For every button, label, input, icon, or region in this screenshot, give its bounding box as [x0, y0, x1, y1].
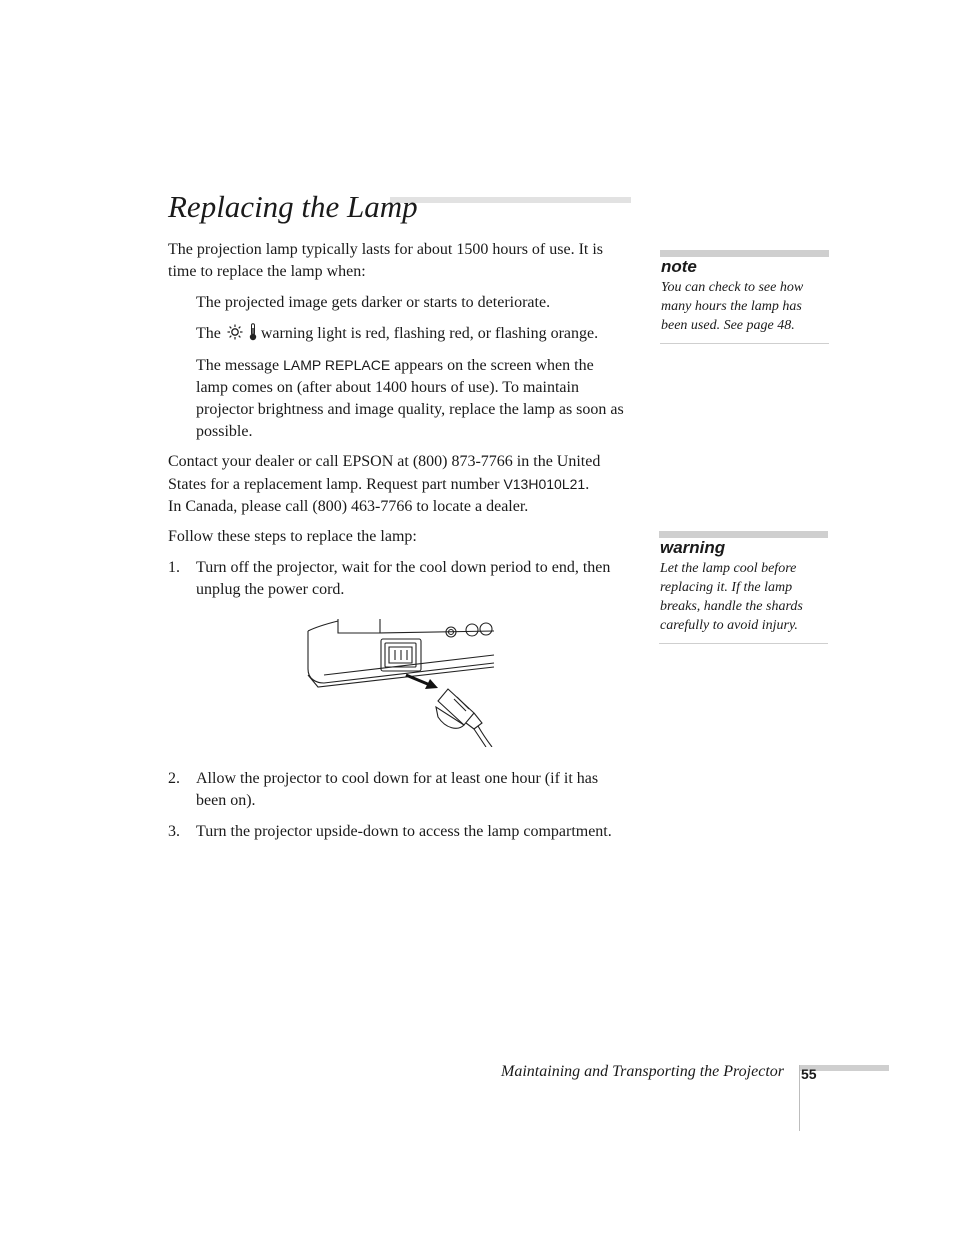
contact-period: . [585, 476, 590, 493]
step-number: 2. [168, 770, 180, 787]
intro-paragraph: The projection lamp typically lasts for about 1500 hours of use. It is time to replace the lamp when: [168, 241, 604, 280]
condition-warning-light-prefix: The [196, 325, 221, 342]
footer-section-title: Maintaining and Transporting the Projector [501, 1063, 784, 1080]
title-rule [390, 197, 631, 203]
step-text: Turn off the projector, wait for the cool down period to end, then unplug the power cord. [196, 559, 611, 598]
note-text: You can check to see how many hours the lamp has been used. See page 48. [661, 280, 804, 333]
condition-lamp-replace-message [196, 354, 628, 443]
condition-warning-light [196, 323, 636, 348]
note-heading: note [661, 257, 697, 276]
canada-contact: In Canada, please call (800) 463-7766 to locate a dealer. [168, 498, 529, 515]
warning-heading: warning [660, 538, 726, 557]
step-text: Allow the projector to cool down for at least one hour (if it has been on). [196, 770, 599, 809]
condition-message-prefix: The message [196, 357, 280, 374]
warning-text: Let the lamp cool before replacing it. If the lamp breaks, handle the shards carefully to avoid injury. [660, 561, 803, 633]
page-title: Replacing the Lamp [168, 189, 418, 224]
page-number: 55 [801, 1066, 817, 1082]
warning-rule [659, 643, 828, 644]
footer-vertical-rule [799, 1065, 800, 1131]
condition-warning-light-text: warning light is red, flashing red, or flashing orange. [260, 325, 599, 342]
lamp-replace-code: LAMP REPLACE [283, 357, 391, 373]
step-text: Turn the projector upside-down to access the lamp compartment. [196, 823, 612, 840]
lamp-warning-icon [227, 324, 245, 347]
step-2 [168, 768, 634, 812]
contact-paragraph [168, 451, 632, 518]
warning-bar [659, 531, 828, 538]
step-number: 1. [168, 559, 180, 576]
step-1 [168, 557, 634, 601]
note-bar [660, 250, 829, 257]
step-number: 3. [168, 823, 180, 840]
condition-message-text: appears on the screen when the lamp comes on (after about 1400 hours of use). To maintain projector brightness and image quality, replace the lamp as soon as possible. [196, 357, 624, 440]
follow-steps-intro: Follow these steps to replace the lamp: [168, 528, 417, 545]
note-rule [660, 343, 829, 344]
step-3 [168, 821, 638, 843]
unplug-power-cord-illustration [306, 617, 496, 747]
condition-darker-image: The projected image gets darker or starts to deteriorate. [196, 294, 551, 311]
thermometer-icon [249, 323, 257, 348]
contact-text: Contact your dealer or call EPSON at (800) 873-7766 in the United States for a replacement lamp. Request part number [168, 453, 601, 493]
part-number: V13H010L21 [503, 476, 586, 492]
